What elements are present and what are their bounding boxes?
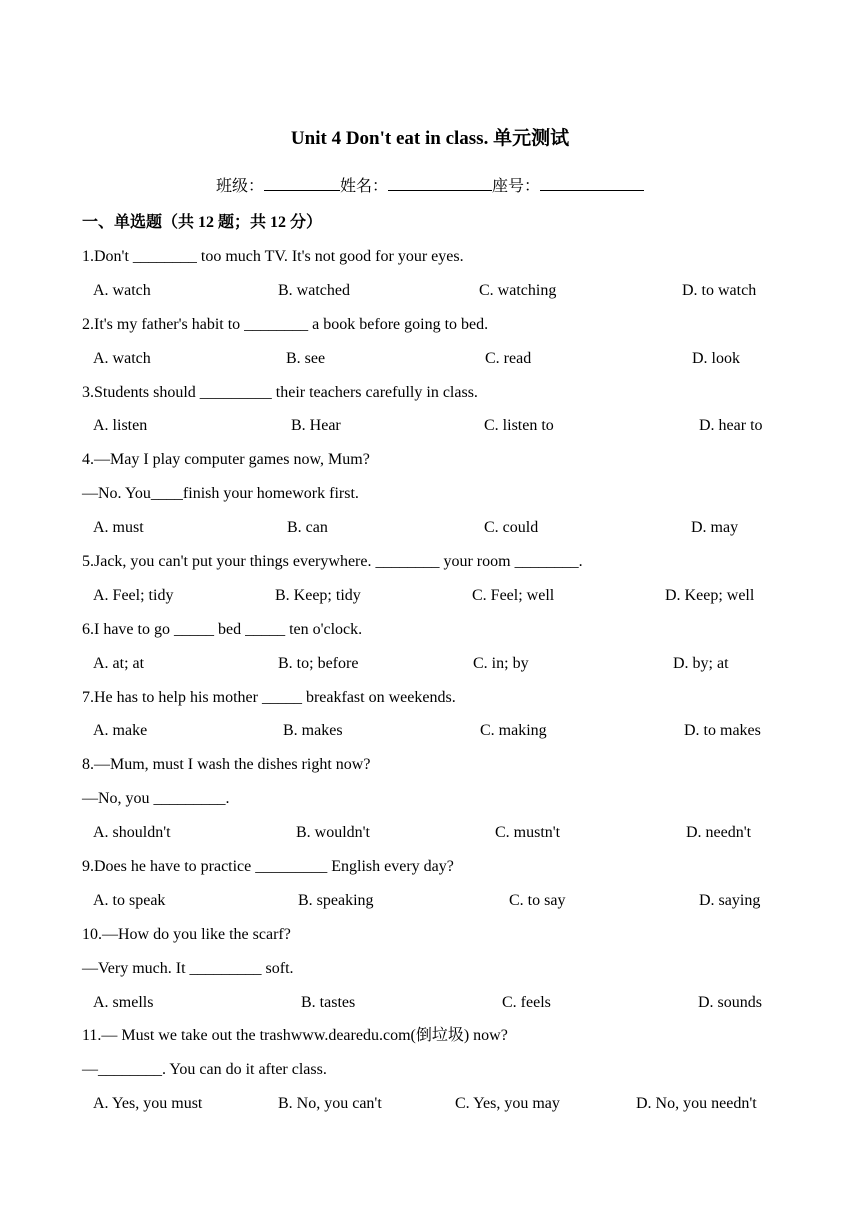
question-stem: 9.Does he have to practice _________ English every day? [82, 858, 454, 876]
section-title: 一、单选题（共 12 题；共 12 分） [82, 214, 323, 231]
option-b: B. tastes [301, 993, 356, 1011]
option-a: A. shouldn't [93, 824, 171, 842]
option-c: C. watching [479, 281, 557, 299]
option-row [82, 515, 782, 549]
page-title: Unit 4 Don't eat in class. 单元测试 [290, 128, 570, 149]
option-d: D. No, you needn't [636, 1095, 757, 1113]
option-row [82, 278, 782, 312]
option-d: D. look [692, 349, 740, 367]
option-c: C. Yes, you may [455, 1095, 560, 1113]
option-row [82, 413, 782, 447]
option-a: A. watch [93, 349, 151, 367]
name-blank [388, 172, 492, 191]
question-stem: 4.—May I play computer games now, Mum? [82, 451, 370, 469]
option-b: B. wouldn't [296, 824, 370, 842]
option-c: C. to say [509, 891, 566, 909]
question-stem: 1.Don't ________ too much TV. It's not good for your eyes. [82, 248, 464, 265]
option-row [82, 1091, 782, 1125]
option-a: A. smells [93, 993, 154, 1011]
option-d: D. to watch [682, 281, 757, 299]
option-c: C. mustn't [495, 824, 561, 842]
seat-label: 座号： [492, 178, 541, 195]
option-d: D. sounds [698, 993, 763, 1011]
option-a: A. must [93, 519, 144, 537]
question-stem-line-2: —No. You____finish your homework first. [82, 485, 359, 503]
seat-blank [540, 172, 644, 191]
option-d: D. by; at [673, 654, 729, 672]
question-stem: 2.It's my father's habit to ________ a book before going to bed. [82, 315, 489, 333]
question-stem: 10.—How do you like the scarf? [82, 925, 291, 943]
option-a: A. listen [93, 417, 148, 435]
question-stem: 11.— Must we take out the trashwww.dearedu.com(倒垃圾) now? [82, 1027, 508, 1045]
option-d: D. Keep; well [665, 586, 755, 604]
question-stem-line-2: —No, you _________. [82, 790, 230, 808]
option-b: B. No, you can't [278, 1095, 382, 1113]
option-a: A. Feel; tidy [93, 586, 174, 604]
question-stem: 5.Jack, you can't put your things everywhere. ________ your room ________. [82, 553, 583, 571]
question-stem-line-2: —________. You can do it after class. [82, 1061, 327, 1079]
option-b: B. can [287, 519, 328, 537]
option-a: A. Yes, you must [93, 1095, 203, 1113]
option-row [82, 583, 782, 617]
option-a: A. watch [93, 281, 151, 299]
option-b: B. Keep; tidy [275, 586, 361, 604]
option-a: A. make [93, 722, 148, 740]
option-row [82, 651, 782, 685]
question-stem: 8.—Mum, must I wash the dishes right now? [82, 756, 371, 774]
question-list [82, 244, 782, 1125]
student-info-line [0, 172, 860, 199]
option-b: B. makes [283, 722, 343, 740]
option-c: C. feels [502, 993, 551, 1011]
question-stem: 3.Students should _________ their teachers carefully in class. [82, 383, 478, 401]
class-blank [264, 172, 340, 191]
option-row [82, 888, 782, 922]
option-a: A. to speak [93, 891, 166, 909]
question-stem: 6.I have to go _____ bed _____ ten o'clock. [82, 620, 363, 638]
option-c: C. listen to [484, 417, 554, 435]
option-d: D. hear to [699, 417, 763, 435]
option-c: C. read [485, 349, 532, 367]
option-row [82, 820, 782, 854]
option-b: B. Hear [291, 417, 341, 435]
option-b: B. see [286, 349, 326, 367]
option-c: C. Feel; well [472, 586, 555, 604]
option-b: B. speaking [298, 891, 374, 909]
option-d: D. to makes [684, 722, 761, 740]
option-row [82, 990, 782, 1024]
option-d: D. needn't [686, 824, 752, 842]
option-d: D. saying [699, 891, 761, 909]
option-row [82, 718, 782, 752]
option-a: A. at; at [93, 654, 145, 672]
option-row [82, 346, 782, 380]
option-c: C. making [480, 722, 547, 740]
option-c: C. in; by [473, 654, 529, 672]
name-label: 姓名： [339, 178, 388, 195]
option-b: B. to; before [278, 654, 359, 672]
option-d: D. may [691, 519, 739, 537]
option-b: B. watched [278, 281, 350, 299]
option-c: C. could [484, 519, 539, 537]
class-label: 班级： [215, 178, 264, 195]
question-stem-line-2: —Very much. It _________ soft. [82, 959, 294, 977]
question-stem: 7.He has to help his mother _____ breakfast on weekends. [82, 688, 456, 706]
